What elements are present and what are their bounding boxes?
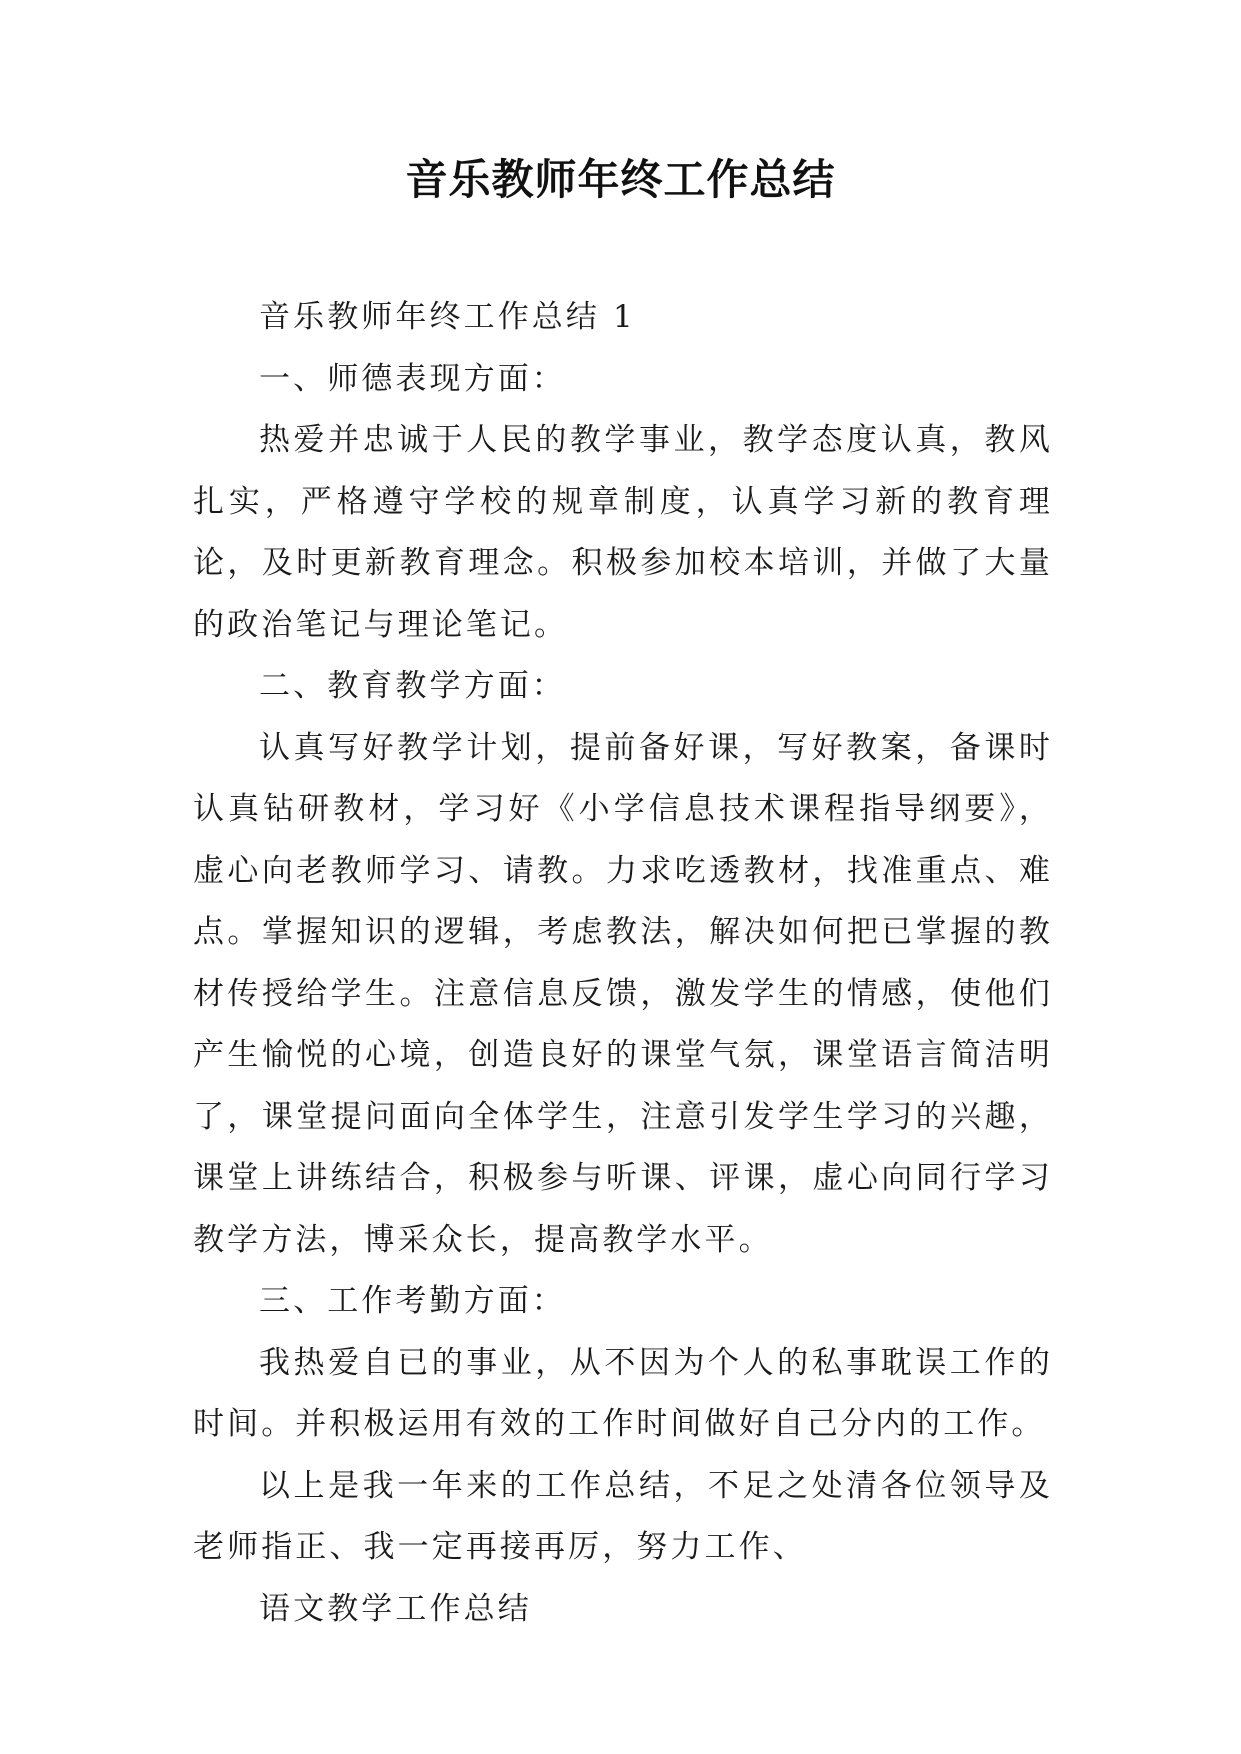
- paragraph-conclusion: 以上是我一年来的工作总结，不足之处清各位领导及老师指正、我一定再接再厉，努力工作、: [193, 1467, 1053, 1565]
- document-title: 音乐教师年终工作总结: [405, 155, 836, 204]
- section-heading-2: 语文教学工作总结: [259, 1590, 532, 1627]
- subheading-teaching: 二、教育教学方面：: [259, 668, 566, 704]
- paragraph-ethics: 热爱并忠诚于人民的教学事业，教学态度认真，教风扎实，严格遵守学校的规章制度，认真学习新的教育理论，及时更新教育理念。积极参加校本培训，并做了大量的政治笔记与理论笔记。: [193, 422, 1053, 643]
- paragraph-teaching: 认真写好教学计划，提前备好课，写好教案，备课时认真钻研教材，学习好《小学信息技术课程指导纲要》，虚心向老教师学习、请教。力求吃透教材，找准重点、难点。掌握知识的逻辑，考虑教法，解决如何把已掌握的教材传授给学生。注意信息反馈，激发学生的情感，使他们产生愉悦的心境，创造良好的课堂气氛，课堂语言简洁明了，课堂提问面向全体学生，注意引发学生学习的兴趣，课堂上讲练结合，积极参与听课、评课，虚心向同行学习教学方法，博采众长，提高教学水平。: [193, 729, 1053, 1258]
- document-body: [193, 287, 1053, 1640]
- subheading-attendance: 三、工作考勤方面：: [259, 1283, 566, 1319]
- section-heading-1: 音乐教师年终工作总结 1: [259, 299, 636, 335]
- paragraph-attendance: 我热爱自已的事业，从不因为个人的私事耽误工作的时间。并积极运用有效的工作时间做好自己分内的工作。: [193, 1344, 1053, 1442]
- subheading-ethics: 一、师德表现方面：: [259, 360, 566, 397]
